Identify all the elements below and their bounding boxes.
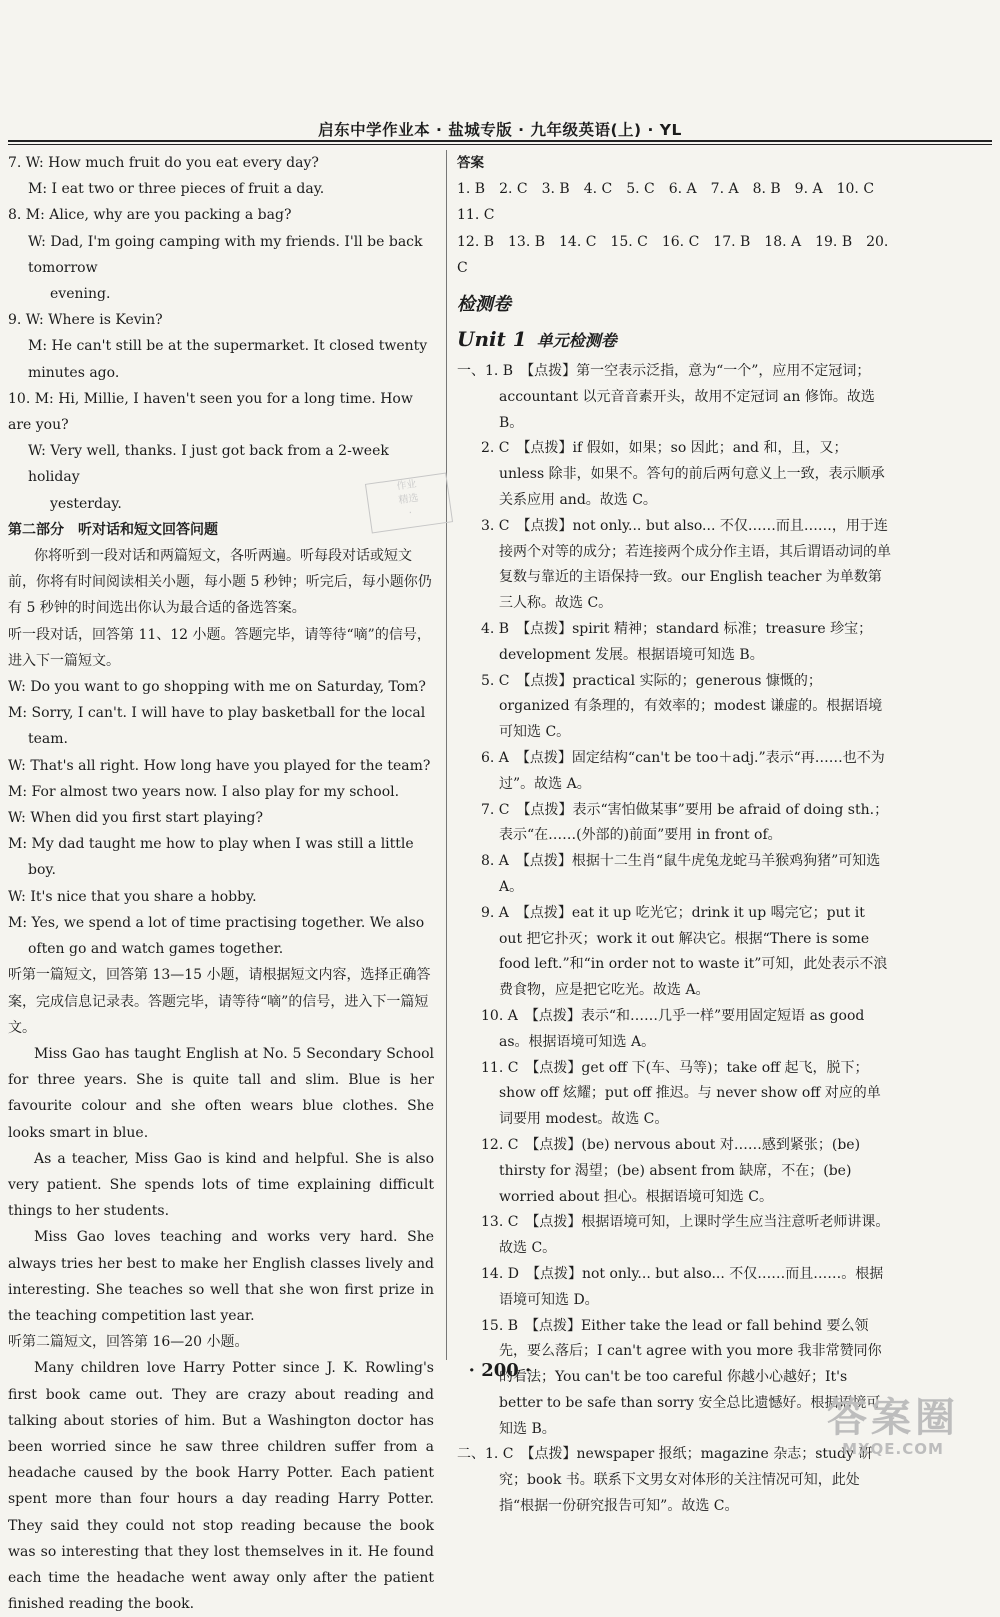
explanation-item: 2. C 【点拨】if 假如，如果；so 因此；and 和，且，又；unless 除非，如果不。答句的前后两句意义上一致，表示顺承关系应用 and。故选 C。 [481, 440, 885, 508]
explanation-item: 11. C 【点拨】get off 下(车、马等)；take off 起飞，脱下；show off 炫耀；put off 推迟。与 never show off 对应的单词要用 modest。故选 C。 [481, 1059, 881, 1128]
left-column [8, 150, 439, 1613]
header-rule [8, 140, 992, 142]
dialog-intro: 听一段对话，回答第 11、12 小题。答题完毕，请等待“嘀”的信号，进入下一篇短文。 [8, 626, 431, 669]
dialog-line: M: Yes, we spend a lot of time practising together. We also often go and watch games together. [8, 914, 429, 958]
explanation-item: 4. B 【点拨】spirit 精神；standard 标准；treasure 珍宝；development 发展。根据语境可知选 B。 [481, 620, 873, 663]
explanation-item: 8. A 【点拨】根据十二生肖“鼠牛虎兔龙蛇马羊猴鸡狗猪”可知选 A。 [481, 853, 885, 895]
unit-subtitle: 单元检测卷 [536, 331, 617, 351]
faded-stamp: 作业 精选 · [365, 473, 453, 534]
watermark-logo [814, 1395, 972, 1457]
passage-2: Many children love Harry Potter since J. K. Rowling's first book came out. They are crazy about reading and talking about stories of him. But a Washington doctor has been worried since he saw three children suffer from a headache caused by the book Harry Potter. Each patient spent more than four hours a day reading Harry Potter. They said they could not stop reading because the book was so interesting that they lost themselves in it. He found each time the headache went away only after the patient finished reading the book. [8, 1360, 439, 1613]
passage2-intro: 听第二篇短文，回答第 16—20 小题。 [8, 1334, 249, 1351]
dialogue-line: M: I eat two or three pieces of fruit a day. [28, 181, 325, 198]
answers-row-2: 12. B 13. B 14. C 15. C 16. C 17. B 18. A 19. B 20. C [457, 233, 893, 276]
dialog-transcript [8, 674, 434, 962]
explanation-item: 9. A 【点拨】eat it up 吃光它；drink it up 喝完它；put it out 把它扑灭；work it out 解决它。根据“There is some food left.”和“in order not to waste it”可知，此处表示不浪费食物，应是把它吃光。故选 A。 [481, 904, 888, 999]
dialogue-line: 7. W: How much fruit do you eat every day? [8, 155, 319, 171]
dialog-line: W: When did you first start playing? [8, 810, 264, 827]
explanation-item: 3. C 【点拨】not only... but also... 不仅……而且……，用于连接两个对等的成分；若连接两个成分作主语，其后谓语动词的单复数与靠近的主语保持一致。our English teacher 为单数第三人称。故选 C。 [481, 517, 891, 612]
passage-1 [8, 1041, 439, 1329]
watermark-url: MXQE.COM [842, 1440, 944, 1458]
dialogue-line: M: He can't still be at the supermarket. It closed twenty minutes ago. [28, 338, 432, 381]
explanation-item: 15. B 【点拨】Either take the lead or fall behind 要么领先，要么落后；I can't agree with you more 我非常赞同你的看法；You can't be too careful 你越小心越好；It's better to be safe than sorry 安全总比遗憾好。根据语境可知选 B。 [481, 1317, 882, 1437]
dialog-line: M: For almost two years now. I also play for my school. [8, 783, 400, 800]
answers-label: 答案 [457, 155, 484, 171]
dialogue-line: W: Very well, thanks. I just got back from a 2-week holiday [28, 443, 394, 486]
page-header: 启东中学作业本 · 盐城专版 · 九年级英语(上) · YL [318, 121, 682, 139]
passage-paragraph: Miss Gao loves teaching and works very hard. She always tries her best to make her English classes lively and interesting. She teaches so well that she won first prize in the teaching competition last year. [8, 1229, 439, 1324]
unit-name: Unit 1 [457, 327, 527, 352]
passage-paragraph: Miss Gao has taught English at No. 5 Secondary School for three years. She is quite tall and slim. Blue is her favourite colour and she often wears blue clothes. She looks smart in blue. [8, 1045, 439, 1141]
explanation-item: 5. C 【点拨】practical 实际的；generous 慷慨的；organized 有条理的，有效率的；modest 谦虚的。根据语境可知选 C。 [481, 672, 883, 741]
passage1-intro: 听第一篇短文，回答第 13—15 小题，请根据短文内容，选择正确答案，完成信息记录表。答题完毕，请等待“嘀”的信号，进入下一篇短文。 [8, 967, 431, 1036]
part2-title: 第二部分 听对话和短文回答问题 [8, 521, 218, 538]
part2-intro: 你将听到一段对话和两篇短文，各听两遍。听每段对话或短文前，你将有时间阅读相关小题，每小题 5 秒钟；听完后，每小题你仍有 5 秒钟的时间选出你认为最合适的备选答案。 [8, 548, 432, 617]
column-divider [446, 150, 447, 1360]
dialog-line: W: It's nice that you share a hobby. [8, 888, 257, 905]
dialogue-lines-7-10 [8, 150, 434, 517]
explanation-item: 10. A 【点拨】表示“和……几乎一样”要用固定短语 as good as。根据语境可知选 A。 [481, 1007, 869, 1050]
dialogue-line: W: Dad, I'm going camping with my friends. I'll be back tomorrow [28, 233, 427, 276]
watermark-text: 答案圈 [827, 1395, 959, 1441]
answer-explanations [457, 359, 892, 1520]
answers-row-1: 1. B 2. C 3. B 4. C 5. C 6. A 7. A 8. B 9. A 10. C 11. C [457, 181, 889, 224]
section-title: 检测卷 [457, 294, 511, 316]
explanation-item: 14. D 【点拨】not only... but also... 不仅……而且……。根据语境可知选 D。 [481, 1265, 884, 1308]
dialog-line: M: Sorry, I can't. I will have to play basketball for the local team. [8, 705, 430, 748]
explanation-item: 二、1. C 【点拨】newspaper 报纸；magazine 杂志；study 研究；book 书。联系下文男女对体形的关注情况可知，此处指“根据一份研究报告可知”。故选 C。 [457, 1446, 873, 1515]
explanation-item: 7. C 【点拨】表示“害怕做某事”要用 be afraid of doing sth.；表示“在……(外部的)前面”要用 in front of。 [481, 801, 889, 844]
dialogue-line: 10. M: Hi, Millie, I haven't seen you for a long time. How are you? [8, 390, 418, 434]
explanation-item: 12. C 【点拨】(be) nervous about 对……感到紧张；(be) thirsty for 渴望；(be) absent from 缺席，不在；(be) worried about 担心。根据语境可知选 C。 [481, 1136, 865, 1205]
dialog-line: M: My dad taught me how to play when I was still a little boy. [8, 836, 419, 879]
dialog-line: W: That's all right. How long have you played for the team? [8, 757, 431, 774]
header-rule-thin [8, 144, 992, 145]
explanation-item: 一、1. B 【点拨】第一空表示泛指，意为“一个”，应用不定冠词；accountant 以元音音素开头，故用不定冠词 an 修饰。故选 B。 [457, 363, 880, 431]
dialogue-line: 8. M: Alice, why are you packing a bag? [8, 207, 292, 224]
dialogue-line: yesterday. [50, 495, 122, 512]
page-number: · 200 · [468, 1360, 532, 1381]
dialog-line: W: Do you want to go shopping with me on Saturday, Tom? [8, 679, 426, 696]
dialogue-line: 9. W: Where is Kevin? [8, 312, 163, 329]
unit-title [457, 321, 892, 359]
explanation-item: 6. A 【点拨】固定结构“can't be too＋adj.”表示“再……也不为过”。故选 A。 [481, 749, 885, 792]
explanation-item: 13. C 【点拨】根据语境可知，上课时学生应当注意听老师讲课。故选 C。 [481, 1214, 890, 1257]
dialogue-line: evening. [50, 286, 111, 303]
passage-paragraph: As a teacher, Miss Gao is kind and helpful. She is also very patient. She spends lots of time explaining difficult things to her students. [8, 1150, 439, 1220]
